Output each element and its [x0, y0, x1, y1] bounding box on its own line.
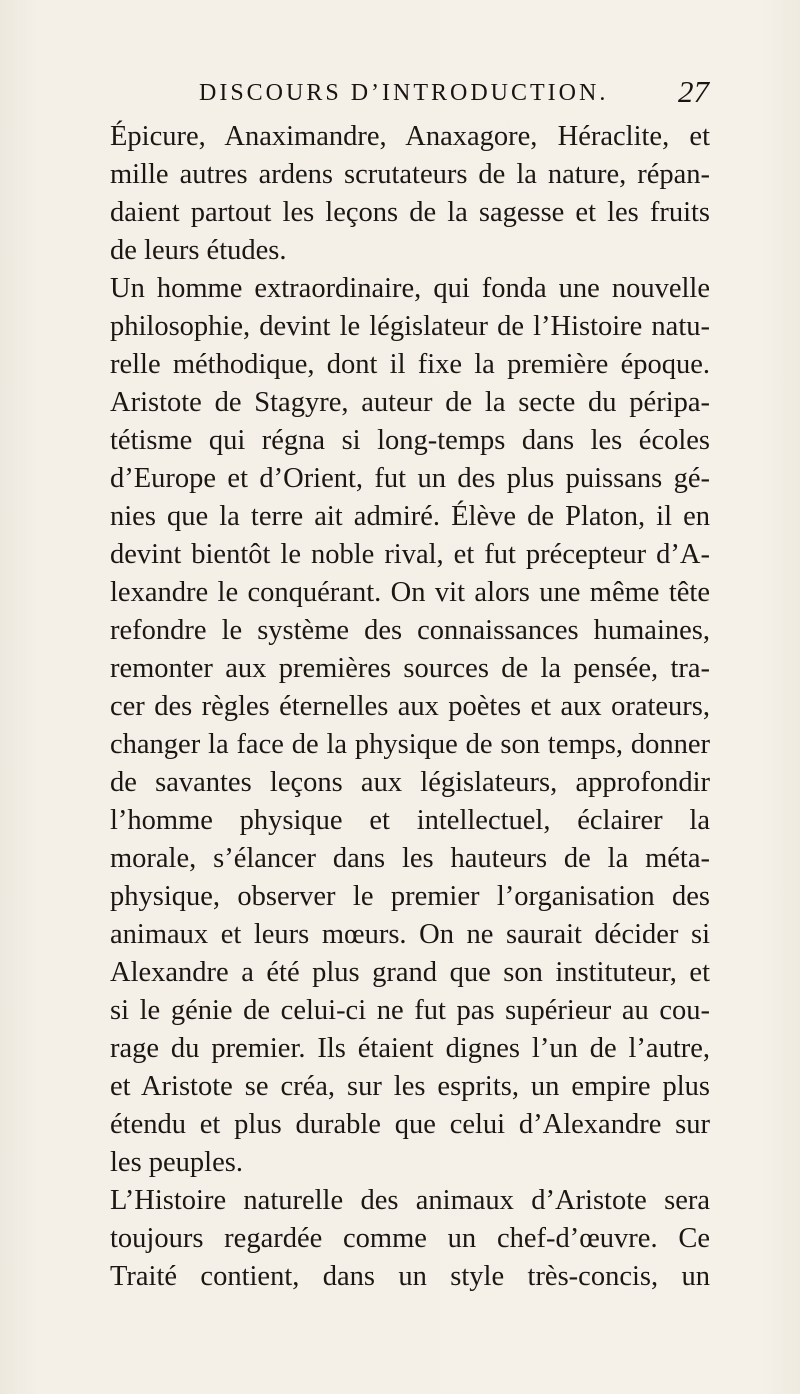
- text-line: Alexandre a été plus grand que son instituteur, et: [110, 957, 710, 988]
- text-line: nies que la terre ait admiré. Élève de Platon, il en: [110, 501, 710, 532]
- body-text: [110, 112, 710, 1302]
- text-line: mille autres ardens scrutateurs de la nature, répan-: [110, 159, 710, 190]
- text-line: les peuples.: [110, 1147, 243, 1178]
- text-line: changer la face de la physique de son temps, donner: [110, 729, 710, 760]
- text-line: refondre le système des connaissances humaines,: [110, 615, 710, 646]
- text-line: Aristote de Stagyre, auteur de la secte du péripa-: [110, 387, 710, 418]
- page-number: 27: [678, 74, 709, 109]
- text-line: de leurs études.: [110, 235, 287, 266]
- text-line: si le génie de celui-ci ne fut pas supérieur au cou-: [110, 995, 710, 1026]
- text-line: physique, observer le premier l’organisation des: [110, 881, 710, 912]
- text-line: cer des règles éternelles aux poètes et aux orateurs,: [110, 691, 710, 722]
- text-line: morale, s’élancer dans les hauteurs de la méta-: [110, 843, 710, 874]
- text-line: rage du premier. Ils étaient dignes l’un de l’autre,: [110, 1033, 710, 1064]
- text-line: devint bientôt le noble rival, et fut précepteur d’A-: [110, 539, 710, 570]
- text-line: Traité contient, dans un style très-concis, un: [110, 1261, 710, 1292]
- text-line: et Aristote se créa, sur les esprits, un empire plus: [110, 1071, 710, 1102]
- text-line: philosophie, devint le législateur de l’Histoire natu-: [110, 311, 710, 342]
- text-line: Un homme extraordinaire, qui fonda une nouvelle: [110, 273, 710, 304]
- text-line: tétisme qui régna si long-temps dans les écoles: [110, 425, 710, 456]
- text-line: toujours regardée comme un chef-d’œuvre. Ce: [110, 1223, 710, 1254]
- text-line: Épicure, Anaximandre, Anaxagore, Héraclite, et: [110, 121, 710, 152]
- text-line: remonter aux premières sources de la pensée, tra-: [110, 653, 710, 684]
- text-line: lexandre le conquérant. On vit alors une même tête: [110, 577, 710, 608]
- running-title: DISCOURS D’INTRODUCTION.: [199, 80, 609, 106]
- text-line: relle méthodique, dont il fixe la première époque.: [110, 349, 710, 380]
- text-line: de savantes leçons aux législateurs, approfondir: [110, 767, 710, 798]
- text-line: d’Europe et d’Orient, fut un des plus puissans gé-: [110, 463, 710, 494]
- text-line: daient partout les leçons de la sagesse et les fruits: [110, 197, 710, 228]
- text-line: animaux et leurs mœurs. On ne saurait décider si: [110, 919, 710, 950]
- text-line: étendu et plus durable que celui d’Alexandre sur: [110, 1109, 710, 1140]
- text-line: l’homme physique et intellectuel, éclairer la: [110, 805, 710, 836]
- text-line: L’Histoire naturelle des animaux d’Aristote sera: [110, 1185, 710, 1216]
